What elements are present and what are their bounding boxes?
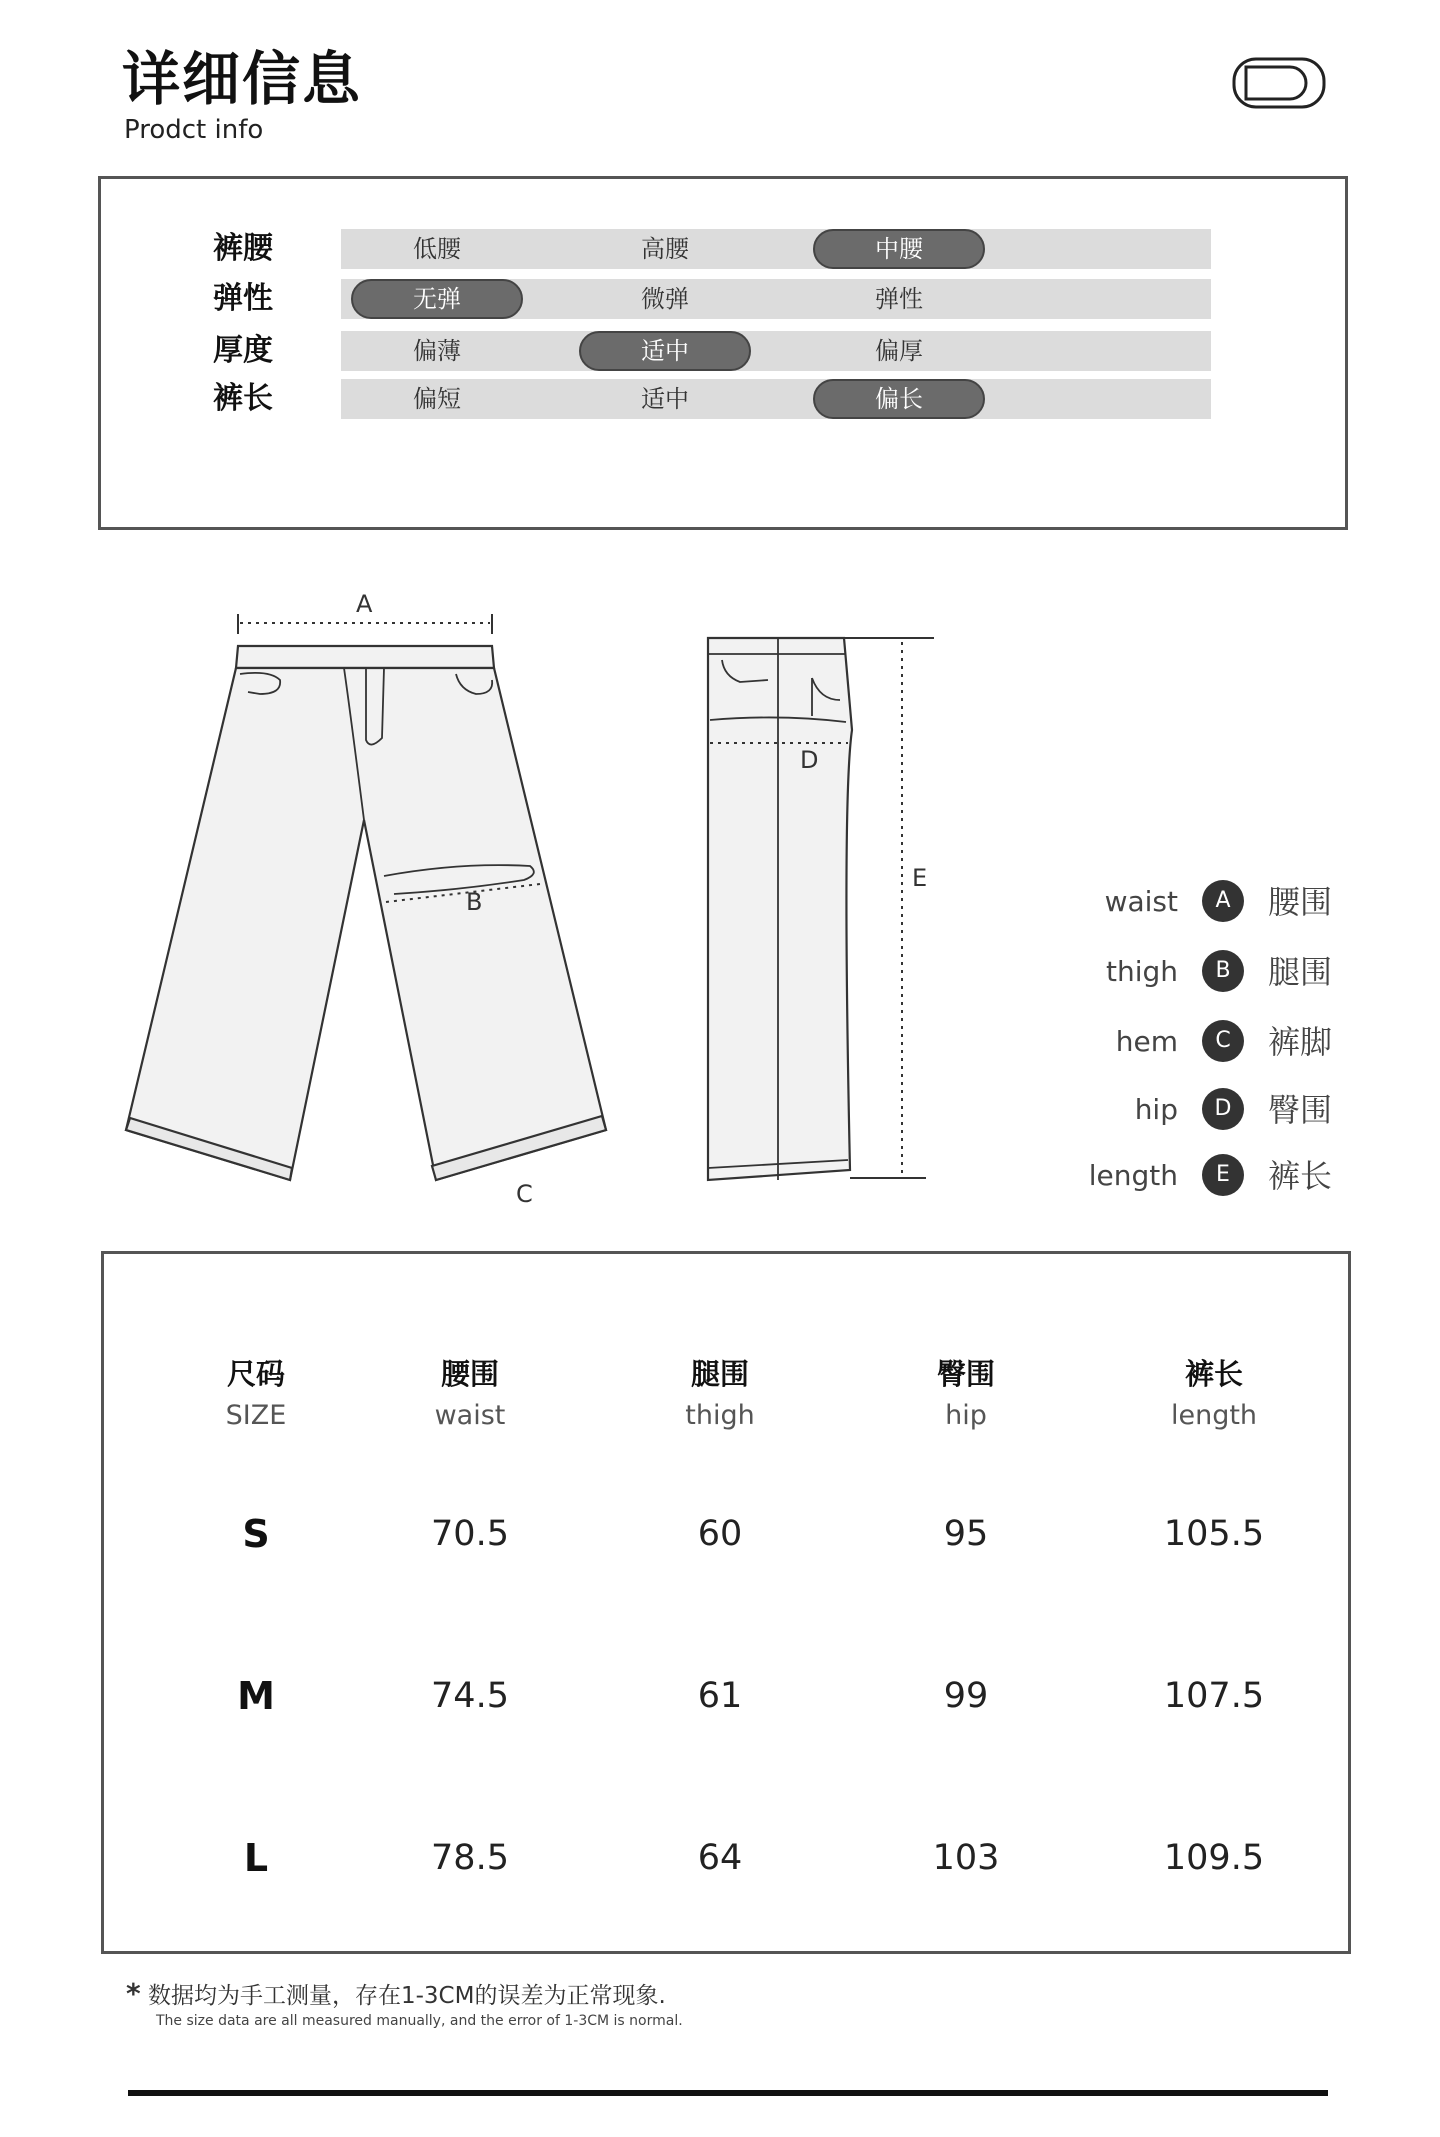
legend-en: hem (1115, 1025, 1178, 1058)
attribute-option: 适中 (641, 385, 689, 413)
table-header-cn: 腰围 (440, 1357, 499, 1391)
note-text-en: The size data are all measured manually, and the error of 1-3CM is normal. (156, 2013, 683, 2029)
attribute-row (101, 331, 1345, 371)
legend-en: thigh (1105, 955, 1178, 988)
attribute-option: 偏薄 (413, 337, 461, 365)
legend-item (1060, 1020, 1360, 1066)
legend-en: hip (1134, 1093, 1178, 1126)
page-subtitle: Prodct info (124, 115, 264, 145)
pants-side-diagram (700, 630, 960, 1200)
table-header-en: hip (945, 1400, 987, 1431)
size-label: L (243, 1836, 269, 1880)
attribute-bar (341, 379, 1211, 419)
legend-cn: 臀围 (1268, 1091, 1333, 1129)
table-cell: 107.5 (1163, 1676, 1265, 1716)
legend-cn: 裤长 (1268, 1157, 1333, 1195)
attribute-row (101, 279, 1345, 319)
size-label: M (237, 1674, 275, 1718)
table-cell: 109.5 (1163, 1838, 1265, 1878)
brand-logo-icon (1232, 57, 1326, 109)
attribute-label: 厚度 (213, 333, 273, 368)
legend-item (1060, 950, 1360, 996)
table-header-cn: 臀围 (936, 1357, 995, 1391)
attribute-option: 弹性 (875, 285, 923, 313)
legend-letter-badge: C (1202, 1020, 1244, 1062)
page-title: 详细信息 (122, 45, 363, 113)
note-cn-text: 数据均为手工测量，存在1-3CM的误差为正常现象. (147, 1983, 666, 2009)
attribute-bar (341, 331, 1211, 371)
table-cell: 70.5 (431, 1514, 509, 1554)
legend-letter-badge: B (1202, 950, 1244, 992)
table-cell: 103 (932, 1838, 1000, 1878)
attribute-option: 偏厚 (875, 337, 923, 365)
legend-letter-badge: A (1202, 880, 1244, 922)
attribute-panel (98, 176, 1348, 530)
attribute-row (101, 229, 1345, 269)
legend-letter-badge: E (1202, 1154, 1244, 1196)
table-cell: 60 (697, 1514, 743, 1554)
pants-front-diagram (120, 590, 640, 1210)
label-d: D (800, 746, 819, 774)
size-label: S (242, 1512, 270, 1556)
attribute-label: 弹性 (213, 281, 273, 316)
size-table (101, 1251, 1351, 1954)
attribute-option-selected: 中腰 (813, 229, 985, 269)
table-header-en: waist (434, 1400, 506, 1431)
note-text-cn (126, 1978, 666, 2012)
table-header-en: SIZE (225, 1400, 287, 1431)
legend-item (1060, 1088, 1360, 1134)
legend-item (1060, 880, 1360, 926)
table-cell: 78.5 (431, 1838, 509, 1878)
attribute-bar (341, 279, 1211, 319)
legend-cn: 腿围 (1268, 953, 1333, 991)
bottom-divider (128, 2090, 1328, 2096)
legend-en: waist (1104, 885, 1178, 918)
attribute-option-selected: 无弹 (351, 279, 523, 319)
table-cell: 64 (697, 1838, 743, 1878)
legend-item (1060, 1154, 1360, 1200)
attribute-row (101, 379, 1345, 419)
attribute-label: 裤长 (213, 381, 273, 416)
legend-cn: 腰围 (1268, 883, 1333, 921)
table-cell: 61 (697, 1676, 743, 1716)
table-header-cn: 裤长 (1184, 1357, 1243, 1391)
table-cell: 74.5 (431, 1676, 509, 1716)
attribute-option: 偏短 (413, 385, 461, 413)
table-cell: 99 (943, 1676, 989, 1716)
table-cell: 105.5 (1163, 1514, 1265, 1554)
table-header-cn: 腿围 (690, 1357, 749, 1391)
label-a: A (356, 590, 373, 618)
legend-letter-badge: D (1202, 1088, 1244, 1130)
label-c: C (516, 1180, 533, 1208)
label-e: E (912, 864, 928, 892)
table-header-en: length (1170, 1400, 1258, 1431)
legend-en: length (1088, 1159, 1178, 1192)
attribute-option: 高腰 (641, 235, 689, 263)
attribute-option-selected: 偏长 (813, 379, 985, 419)
legend-cn: 裤脚 (1268, 1023, 1333, 1061)
attribute-option: 微弹 (641, 285, 689, 313)
note-star: * (126, 1977, 141, 2010)
table-header-en: thigh (685, 1400, 755, 1431)
attribute-option-selected: 适中 (579, 331, 751, 371)
attribute-option: 低腰 (413, 235, 461, 263)
attribute-label: 裤腰 (213, 231, 273, 266)
table-header-cn: 尺码 (226, 1357, 285, 1391)
attribute-bar (341, 229, 1211, 269)
table-cell: 95 (943, 1514, 989, 1554)
label-b: B (466, 888, 483, 916)
